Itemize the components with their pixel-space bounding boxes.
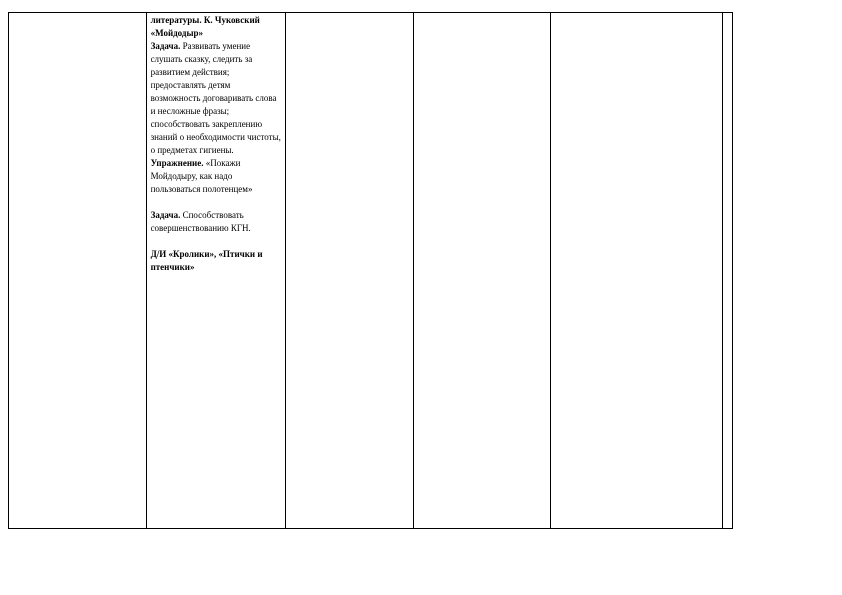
task-text: Развивать умение слушать сказку, следить за развитием действия; предоставлять детям возможность договаривать слова и несложные фразы; способствовать закреплению знаний о необходимости чистоты, о предметах гигиены. bbox=[150, 41, 281, 155]
literature-title: литературы. К. Чуковский «Мойдодыр» bbox=[150, 15, 260, 38]
table-cell-activity bbox=[146, 13, 286, 529]
table-cell-4 bbox=[413, 13, 551, 529]
table-cell-1 bbox=[9, 13, 147, 529]
table-row bbox=[9, 13, 733, 529]
didactic-game: Д/И «Кролики», «Птички и птенчики» bbox=[150, 249, 263, 272]
table-cell-6 bbox=[722, 13, 732, 529]
task-label: Задача. bbox=[150, 41, 181, 51]
task-label-2: Задача. bbox=[150, 210, 181, 220]
activity-text bbox=[147, 13, 286, 274]
exercise-text: «Покажи Мойдодыру, как надо пользоваться полотенцем» bbox=[150, 158, 253, 194]
task-text-2: Способствовать совершенствованию КГН. bbox=[150, 210, 251, 233]
table-cell-5 bbox=[551, 13, 723, 529]
schedule-table bbox=[8, 12, 733, 529]
table-cell-3 bbox=[286, 13, 414, 529]
exercise-label: Упражнение. bbox=[150, 158, 204, 168]
